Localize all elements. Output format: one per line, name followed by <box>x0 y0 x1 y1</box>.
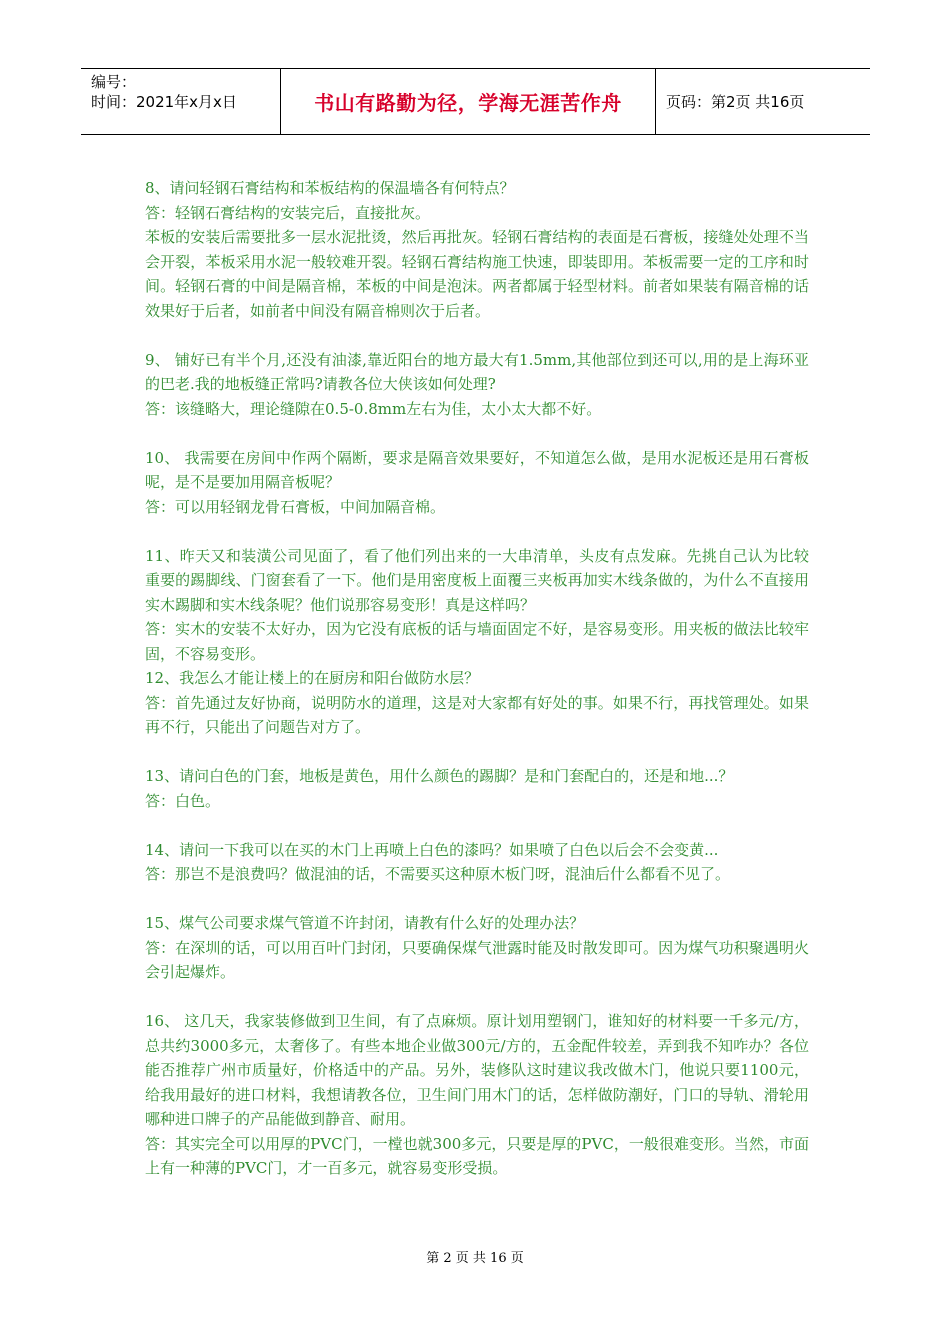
paragraph-spacer <box>145 421 809 446</box>
question-paragraph: 8、请问轻钢石膏结构和苯板结构的保温墙各有何特点？ <box>145 179 515 197</box>
paragraph-spacer <box>145 740 809 765</box>
paragraph-spacer <box>145 813 809 838</box>
answer-paragraph: 答：轻钢石膏结构的安装完后，直接批灰。 <box>145 203 431 222</box>
document-time-label: 时间：2021年x月x日 <box>91 93 237 111</box>
question-paragraph: 14、请问一下我可以在买的木门上再喷上白色的漆吗？如果喷了白色以后会不会变黄... <box>145 840 719 859</box>
page-header <box>81 68 870 135</box>
answer-paragraph: 答：白色。 <box>145 791 221 810</box>
paragraph-spacer <box>145 323 809 348</box>
answer-paragraph: 答：实木的安装不太好办，因为它没有底板的话与墙面固定不好，是容易变形。用夹板的做法比较牢固，不容易变形。 <box>145 620 809 663</box>
question-paragraph: 10、 我需要在房间中作两个隔断，要求是隔音效果要好，不知道怎么做，是用水泥板还是用石膏板呢，是不是要加用隔音板呢？ <box>145 448 809 491</box>
qa-content <box>145 176 809 1181</box>
question-paragraph: 13、请问白色的门套，地板是黄色，用什么颜色的踢脚？是和门套配白的，还是和地...？ <box>145 767 734 785</box>
question-paragraph: 苯板的安装后需要批多一层水泥批烫，然后再批灰。轻钢石膏结构的表面是石膏板，接缝处处理不当会开裂，苯板采用水泥一般较难开裂。轻钢石膏结构施工快速，即装即用。苯板需要一定的工序和时间。轻钢石膏的中间是隔音棉，苯板的中间是泡沫。两者都属于轻型材料。前者如果装有隔音棉的话效果好于后者，如前者中间没有隔音棉则次于后者。 <box>145 228 809 320</box>
answer-paragraph: 答：在深圳的话，可以用百叶门封闭，只要确保煤气泄露时能及时散发即可。因为煤气功积聚遇明火会引起爆炸。 <box>145 938 809 981</box>
page-footer: 第 2 页 共 16 页 <box>426 1251 524 1266</box>
header-meta <box>81 69 281 134</box>
header-slogan: 书山有路勤为径，学海无涯苦作舟 <box>281 69 656 134</box>
question-paragraph: 11、昨天又和装潢公司见面了，看了他们列出来的一大串清单，头皮有点发麻。先挑自己认为比较重要的踢脚线、门窗套看了一下。他们是用密度板上面覆三夹板再加实木线条做的，为什么不直接用实木踢脚和实木线条呢？他们说那容易变形！真是这样吗？ <box>145 546 809 614</box>
header-page-number: 页码：第2页 共16页 <box>666 93 805 111</box>
paragraph-spacer <box>145 985 809 1010</box>
answer-paragraph: 答：可以用轻钢龙骨石膏板，中间加隔音棉。 <box>145 497 446 516</box>
answer-paragraph: 答：该缝略大，理论缝隙在0.5-0.8mm左右为佳，太小太大都不好。 <box>145 399 602 418</box>
question-paragraph: 9、 铺好已有半个月,还没有油漆,靠近阳台的地方最大有1.5mm,其他部位到还可以,用的是上海环亚的巴老.我的地板缝正常吗?请教各位大侠该如何处理? <box>145 350 809 393</box>
document-number-label: 编号： <box>91 73 137 91</box>
answer-paragraph: 答：那岂不是浪费吗？做混油的话，不需要买这种原木板门呀，混油后什么都看不见了。 <box>145 865 731 883</box>
paragraph-spacer <box>145 519 809 544</box>
question-paragraph: 16、 这几天，我家装修做到卫生间，有了点麻烦。原计划用塑钢门，谁知好的材料要一千多元/方，总共约3000多元，太奢侈了。有些本地企业做300元/方的，五金配件较差，弄到我不知咋办？各位能否推荐广州市质量好，价格适中的产品。另外，装修队这时建议我改做木门，他说只要1100元，给我用最好的进口材料，我想请教各位，卫生间门用木门的话，怎样做防潮好，门口的导轨、滑轮用哪种进口牌子的产品能做到静音、耐用。 <box>145 1012 809 1128</box>
paragraph-spacer <box>145 887 809 912</box>
question-paragraph: 12、我怎么才能让楼上的在厨房和阳台做防水层？ <box>145 669 480 687</box>
answer-paragraph: 答：首先通过友好协商，说明防水的道理，这是对大家都有好处的事。如果不行，再找管理处。如果再不行，只能出了问题告对方了。 <box>145 693 809 736</box>
question-paragraph: 15、煤气公司要求煤气管道不许封闭，请教有什么好的处理办法？ <box>145 914 585 932</box>
answer-paragraph: 答：其实完全可以用厚的PVC门，一樘也就300多元，只要是厚的PVC，一般很难变形。当然，市面上有一种薄的PVC门，才一百多元，就容易变形受损。 <box>145 1134 809 1177</box>
